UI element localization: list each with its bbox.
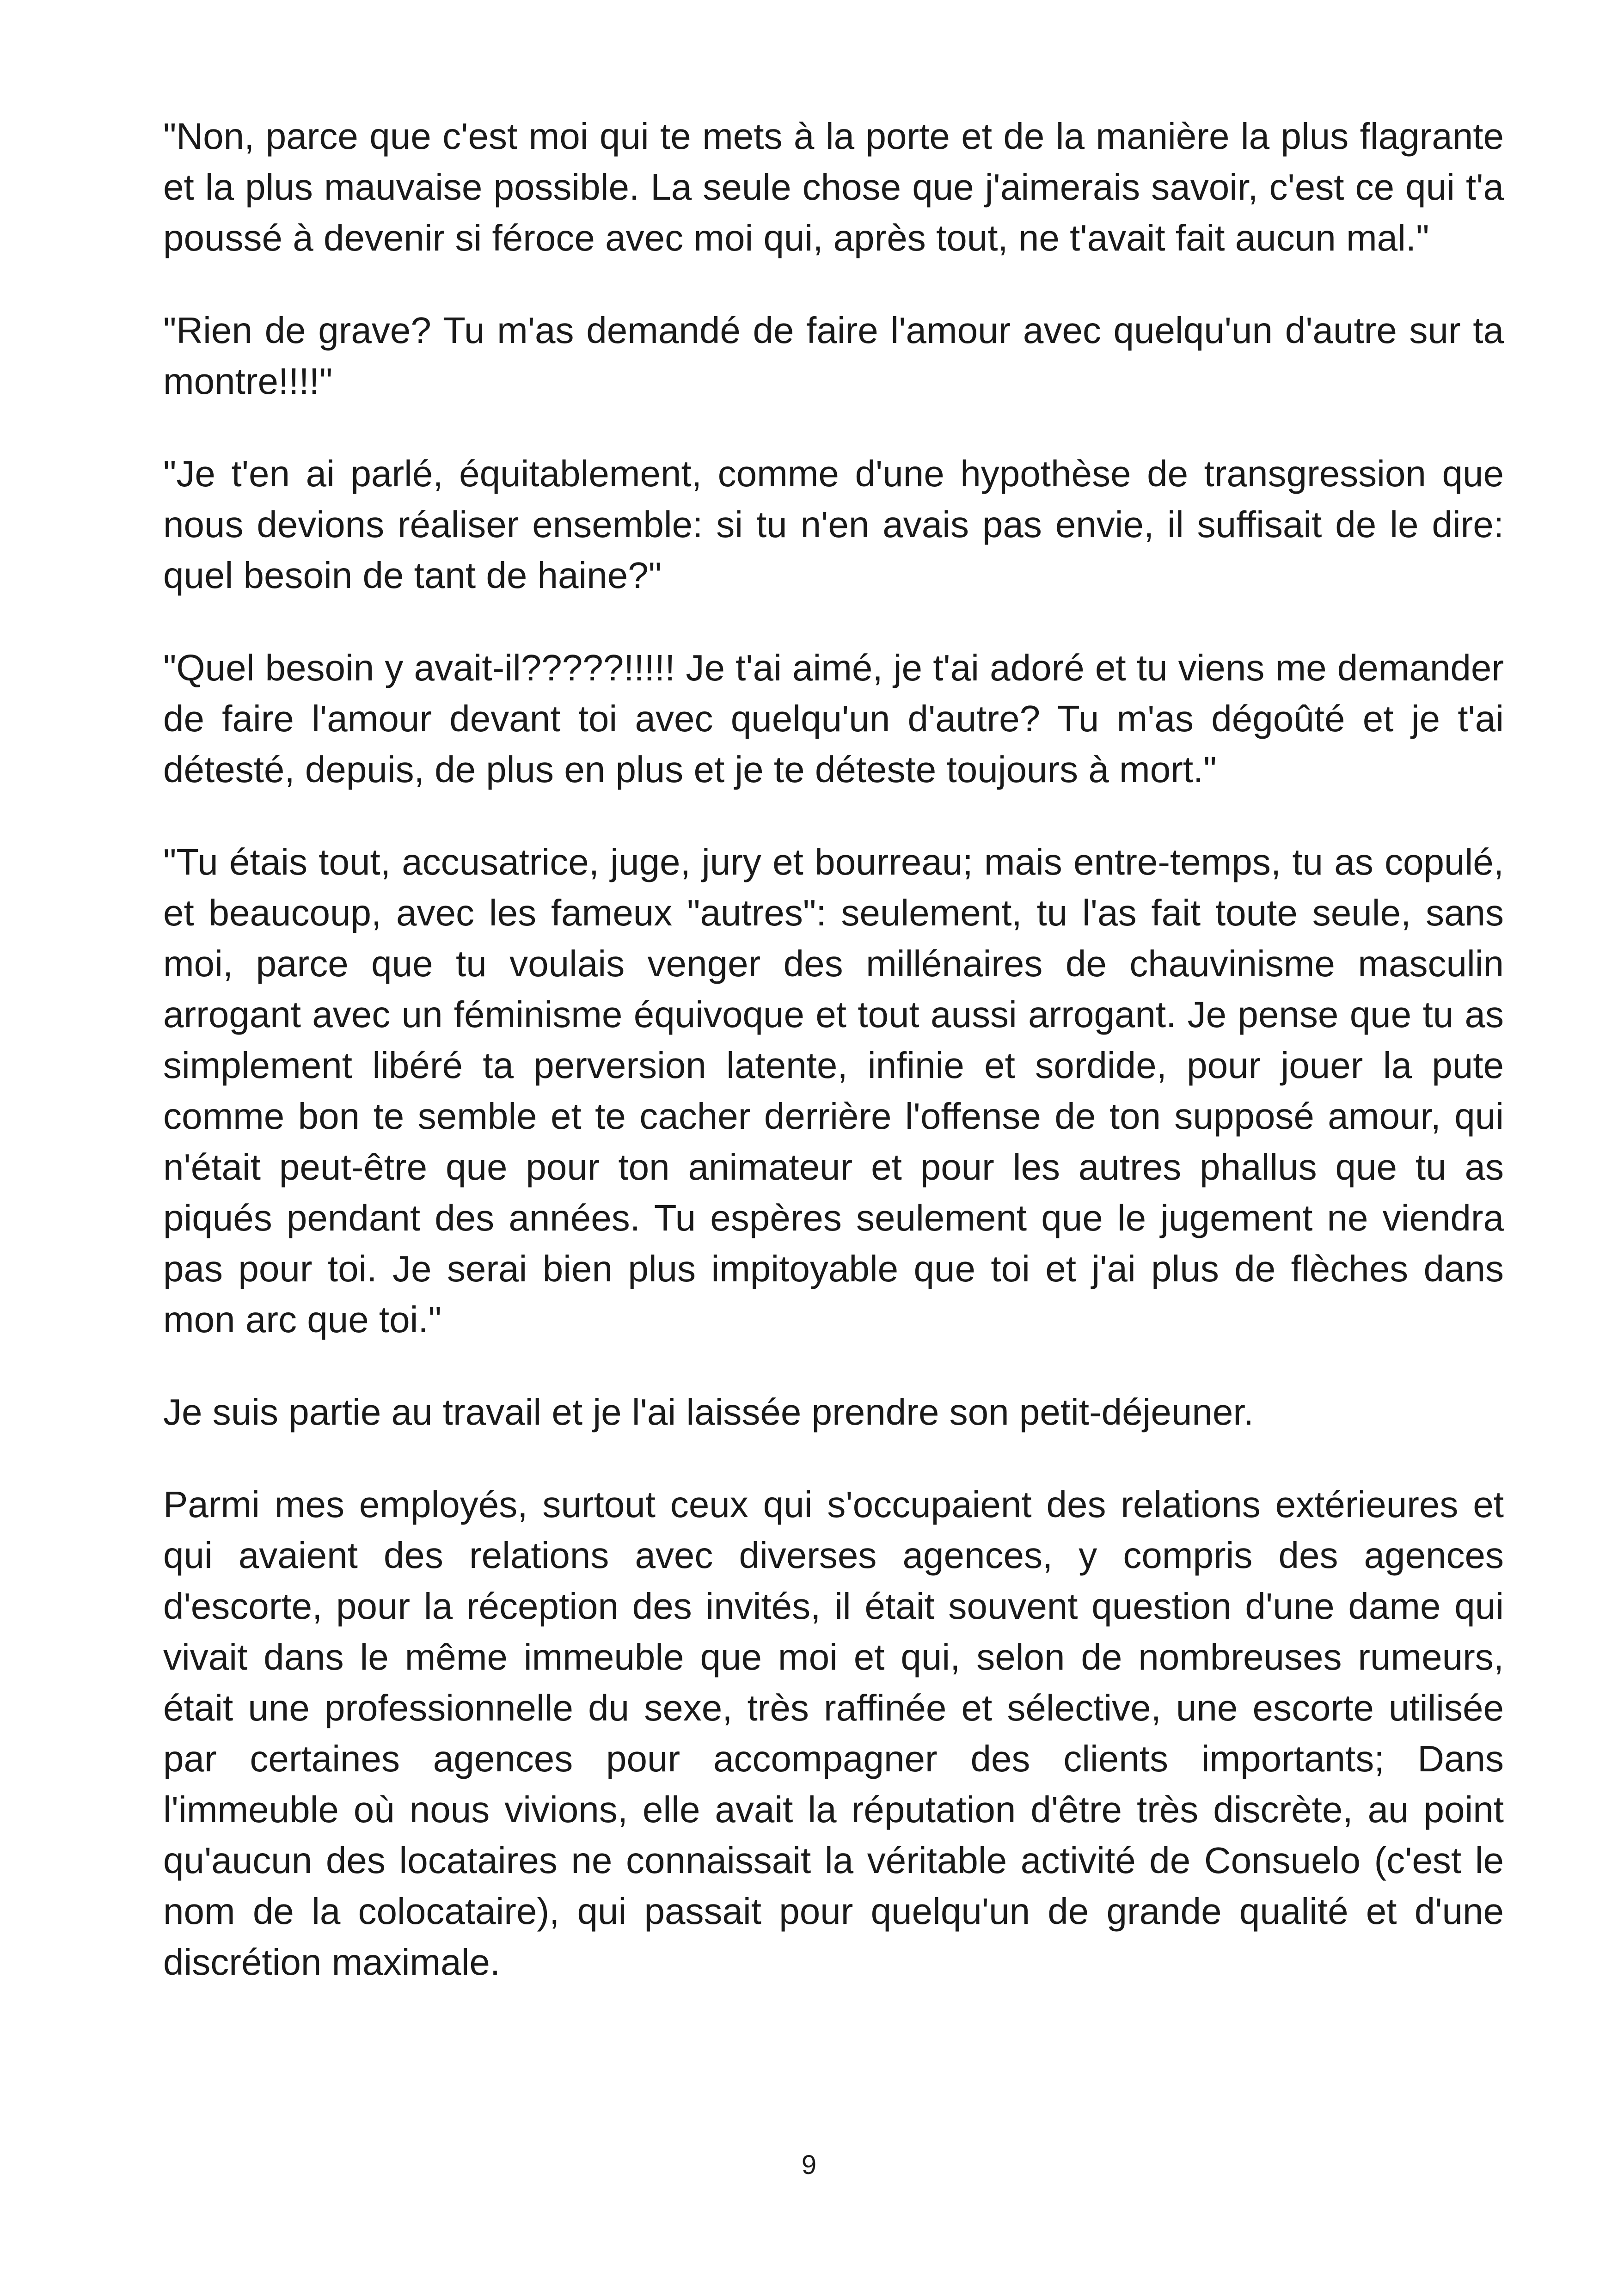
- paragraph-7: Parmi mes employés, surtout ceux qui s'occupaient des relations extérieures et qui avaient des relations avec diverses agences, y compris des agences d'escorte, pour la réception des invités, il était souvent question d'une dame qui vivait dans le même immeuble que moi et qui, selon de nombreuses rumeurs, était une professionnelle du sexe, très raffinée et sélective, une escorte utilisée par certaines agences pour accompagner des clients importants; Dans l'immeuble où nous vivions, elle avait la réputation d'être très discrète, au point qu'aucun des locataires ne connaissait la véritable activité de Consuelo (c'est le nom de la colocataire), qui passait pour quelqu'un de grande qualité et d'une discrétion maximale.: [163, 1484, 1504, 1983]
- paragraph-5: "Tu étais tout, accusatrice, juge, jury et bourreau; mais entre-temps, tu as copulé, et beaucoup, avec les fameux "autres": seulement, tu l'as fait toute seule, sans moi, parce que tu voulais venger des millénaires de chauvinisme masculin arrogant avec un féminisme équivoque et tout aussi arrogant. Je pense que tu as simplement libéré ta perversion latente, infinie et sordide, pour jouer la pute comme bon te semble et te cacher derrière l'offense de ton supposé amour, qui n'était peut-être que pour ton animateur et pour les autres phallus que tu as piqués pendant des années. Tu espères seulement que le jugement ne viendra pas pour toi. Je serai bien plus impitoyable que toi et j'ai plus de flèches dans mon arc que toi.": [163, 841, 1504, 1340]
- paragraph-2: "Rien de grave? Tu m'as demandé de faire l'amour avec quelqu'un d'autre sur ta montre!!!!": [163, 310, 1504, 402]
- page-number: 9: [801, 2150, 817, 2180]
- paragraph-6: Je suis partie au travail et je l'ai laissée prendre son petit-déjeuner.: [163, 1391, 1254, 1433]
- paragraph-1: "Non, parce que c'est moi qui te mets à la porte et de la manière la plus flagrante et la plus mauvaise possible. La seule chose que j'aimerais savoir, c'est ce qui t'a poussé à devenir si féroce avec moi qui, après tout, ne t'avait fait aucun mal.": [163, 116, 1504, 258]
- body-text: [163, 111, 1504, 2029]
- paragraph-4: "Quel besoin y avait-il?????!!!!! Je t'ai aimé, je t'ai adoré et tu viens me demander de faire l'amour devant toi avec quelqu'un d'autre? Tu m'as dégoûté et je t'ai détesté, depuis, de plus en plus et je te déteste toujours à mort.": [163, 647, 1504, 790]
- paragraph-3: "Je t'en ai parlé, équitablement, comme d'une hypothèse de transgression que nous devions réaliser ensemble: si tu n'en avais pas envie, il suffisait de le dire: quel besoin de tant de haine?": [163, 453, 1504, 596]
